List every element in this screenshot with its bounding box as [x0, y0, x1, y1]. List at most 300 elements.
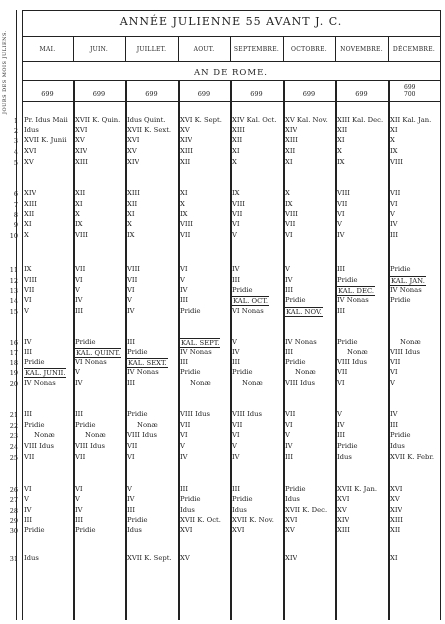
- calendar-cell: Pridie: [24, 526, 45, 534]
- calendar-cell: XI: [337, 136, 345, 144]
- calendar-cell: X: [390, 136, 395, 144]
- calendar-cell: Pridie: [127, 348, 148, 356]
- calendar-cell: VII: [180, 421, 191, 429]
- day-number: 14: [9, 297, 18, 305]
- calendar-cell: VIII: [127, 265, 140, 273]
- calendar-cell: KAL. NOV.: [286, 308, 322, 316]
- year-cell: 699: [41, 90, 54, 98]
- calendar-cell: XIV: [24, 189, 37, 197]
- day-number: 7: [13, 201, 18, 209]
- calendar-cell: Pridie: [24, 358, 45, 366]
- calendar-cell: XIV: [285, 554, 298, 562]
- calendar-cell: KAL. JUNII.: [25, 369, 66, 377]
- calendar-cell: Nonæ: [295, 368, 316, 376]
- calendar-cell: XVI: [24, 147, 37, 155]
- calendar-cell: Nonæ: [34, 431, 55, 439]
- calendar-cell: XVI: [75, 126, 88, 134]
- calendar-cell: XII: [127, 200, 138, 208]
- calendar-cell: IX: [75, 220, 83, 228]
- calendar-cell: III: [24, 348, 33, 356]
- grid-hline: [22, 61, 440, 62]
- calendar-cell: IV: [180, 286, 188, 294]
- day-number: 23: [9, 432, 18, 440]
- calendar-cell: III: [127, 338, 136, 346]
- calendar-cell: IV: [337, 421, 345, 429]
- calendar-cell: III: [390, 231, 399, 239]
- month-header: SEPTEMBRE.: [233, 46, 280, 53]
- calendar-cell: XV: [285, 526, 295, 534]
- calendar-cell: VIII Idus: [127, 431, 158, 439]
- day-number: 18: [9, 359, 18, 367]
- calendar-cell: III: [285, 286, 294, 294]
- calendar-cell: IV Nonas: [390, 286, 422, 294]
- calendar-cell: III: [127, 506, 136, 514]
- calendar-cell: Pridie: [390, 296, 411, 304]
- calendar-cell: III: [75, 307, 84, 315]
- calendar-cell: XI: [232, 147, 240, 155]
- month-header: DÉCEMBRE.: [392, 46, 436, 53]
- calendar-cell: V: [75, 286, 80, 294]
- day-number: 25: [9, 454, 18, 462]
- calendar-cell: V: [285, 265, 290, 273]
- calendar-cell: Pridie: [232, 495, 253, 503]
- calendar-cell: Pridie: [24, 421, 45, 429]
- year-last-bottom: 700: [404, 91, 416, 98]
- calendar-cell: X: [24, 231, 29, 239]
- calendar-cell: XIII: [75, 158, 88, 166]
- calendar-cell: VI: [180, 265, 188, 273]
- grid-vline: [440, 10, 441, 620]
- calendar-cell: Pridie: [180, 307, 201, 315]
- calendar-cell: XVII K. Sept.: [127, 554, 172, 562]
- calendar-cell: V: [232, 338, 237, 346]
- calendar-cell: III: [180, 296, 189, 304]
- day-number: 8: [13, 211, 18, 219]
- calendar-cell: VI Nonas: [75, 358, 107, 366]
- calendar-cell: Pridie: [180, 495, 201, 503]
- month-header: NOVEMBRE.: [340, 46, 383, 53]
- calendar-cell: V: [232, 231, 237, 239]
- day-number: 12: [9, 277, 18, 285]
- calendar-cell: Nonæ: [137, 421, 158, 429]
- day-number: 20: [9, 380, 18, 388]
- calendar-cell: VIII: [337, 189, 350, 197]
- month-header: MAI.: [39, 46, 56, 53]
- calendar-cell: X: [75, 210, 80, 218]
- calendar-cell: VII: [390, 189, 401, 197]
- calendar-cell: Pridie: [337, 442, 358, 450]
- calendar-cell: IV: [75, 296, 83, 304]
- calendar-cell: III: [75, 410, 84, 418]
- calendar-cell: VII: [337, 368, 348, 376]
- calendar-cell: XVII K. Febr.: [390, 453, 435, 461]
- calendar-cell: XII: [390, 526, 401, 534]
- grid-hline: [22, 10, 440, 11]
- calendar-cell: X: [232, 158, 237, 166]
- year-cell: 699: [92, 90, 106, 98]
- calendar-cell: Idus: [232, 506, 247, 514]
- month-header: OCTOBRE.: [290, 46, 328, 53]
- calendar-cell: Pridie: [390, 265, 411, 273]
- calendar-cell: IX: [232, 189, 240, 197]
- calendar-cell: V: [127, 485, 132, 493]
- grid-vline: [388, 36, 389, 62]
- grid-vline: [178, 36, 179, 62]
- calendar-cell: VII: [127, 276, 138, 284]
- calendar-cell: IV: [127, 307, 135, 315]
- year-cell: 699: [197, 90, 211, 98]
- calendar-cell: XI: [390, 554, 398, 562]
- grid-vline: [22, 10, 23, 620]
- day-number: 26: [9, 486, 18, 494]
- calendar-cell: XIII: [24, 200, 37, 208]
- calendar-cell: VI: [285, 421, 293, 429]
- grid-vline: [73, 36, 74, 62]
- calendar-cell: III: [232, 485, 241, 493]
- calendar-cell: VII: [75, 265, 86, 273]
- year-cell: 699: [145, 90, 158, 98]
- calendar-cell: XII: [285, 147, 296, 155]
- calendar-cell: VIII Idus: [390, 348, 421, 356]
- calendar-cell: XIII: [232, 126, 245, 134]
- calendar-cell: V: [75, 495, 80, 503]
- day-number: 15: [9, 308, 18, 316]
- calendar-cell: KAL. JAN.: [391, 277, 425, 285]
- calendar-cell: XIII: [390, 516, 403, 524]
- calendar-cell: V: [390, 379, 395, 387]
- calendar-cell: Nonæ: [347, 348, 368, 356]
- year-last-cell: [404, 84, 415, 98]
- calendar-cell: IX: [127, 231, 135, 239]
- calendar-cell: V: [232, 442, 237, 450]
- calendar-cell: VI: [232, 431, 240, 439]
- calendar-cell: V: [390, 210, 395, 218]
- calendar-cell: VIII: [390, 158, 403, 166]
- year-last-top: 699: [404, 84, 416, 91]
- calendar-cell: XVI: [337, 495, 350, 503]
- calendar-cell: IV Nonas: [24, 379, 56, 387]
- calendar-cell: VI: [337, 379, 345, 387]
- calendar-cell: XIV: [390, 506, 403, 514]
- calendar-cell: V: [24, 495, 29, 503]
- calendar-cell: III: [180, 358, 189, 366]
- calendar-cell: XV: [127, 147, 137, 155]
- calendar-cell: VIII: [24, 276, 37, 284]
- day-number: 2: [13, 127, 18, 135]
- calendar-cell: X: [285, 189, 290, 197]
- calendar-cell: XIV Kal. Oct.: [232, 116, 277, 124]
- calendar-cell: IX: [180, 210, 188, 218]
- calendar-cell: III: [285, 348, 294, 356]
- calendar-cell: XII: [337, 126, 348, 134]
- calendar-cell: Pridie: [390, 431, 411, 439]
- calendar-cell: X: [127, 220, 132, 228]
- calendar-cell: XIV: [180, 136, 193, 144]
- calendar-cell: IV: [285, 276, 293, 284]
- calendar-cell: XIII: [337, 526, 350, 534]
- calendar-cell: III: [285, 453, 294, 461]
- grid-vline: [125, 36, 126, 62]
- calendar-cell: XIII: [127, 189, 140, 197]
- calendar-cell: VII: [232, 421, 243, 429]
- day-number: 1: [13, 117, 18, 125]
- calendar-cell: VIII Idus: [232, 410, 263, 418]
- day-number: 28: [9, 507, 18, 515]
- calendar-cell: XVI: [285, 516, 298, 524]
- calendar-cell: VIII: [75, 231, 88, 239]
- calendar-cell: XIII Kal. Dec.: [337, 116, 384, 124]
- day-number: 21: [9, 411, 18, 419]
- calendar-cell: VIII Idus: [285, 379, 316, 387]
- calendar-cell: XV Kal. Nov.: [285, 116, 328, 124]
- calendar-cell: XVII K. Sext.: [127, 126, 172, 134]
- calendar-cell: XI: [24, 220, 32, 228]
- calendar-cell: Pridie: [75, 421, 96, 429]
- calendar-cell: IV: [232, 348, 240, 356]
- calendar-cell: XVI: [390, 485, 403, 493]
- calendar-cell: IX: [337, 158, 345, 166]
- calendar-cell: Idus: [180, 506, 195, 514]
- calendar-cell: III: [337, 307, 346, 315]
- grid-vline: [230, 36, 231, 62]
- calendar-cell: VII: [390, 358, 401, 366]
- calendar-cell: VII: [24, 286, 35, 294]
- calendar-cell: III: [390, 421, 399, 429]
- calendar-cell: VI: [24, 296, 32, 304]
- day-number: 31: [9, 555, 18, 563]
- calendar-cell: X: [180, 200, 185, 208]
- calendar-cell: V: [127, 296, 132, 304]
- calendar-cell: XV: [75, 136, 85, 144]
- calendar-cell: VII: [180, 231, 191, 239]
- calendar-cell: VI: [285, 231, 293, 239]
- calendar-cell: X: [337, 147, 342, 155]
- calendar-cell: IV: [180, 453, 188, 461]
- day-number: 30: [9, 527, 18, 535]
- calendar-cell: XV: [180, 554, 190, 562]
- calendar-cell: Nonæ: [190, 379, 211, 387]
- grid-hline: [22, 36, 440, 37]
- calendar-cell: Idus: [390, 442, 405, 450]
- calendar-cell: VI Nonas: [232, 307, 264, 315]
- calendar-cell: Idus: [127, 526, 142, 534]
- calendar-cell: Pridie: [232, 286, 253, 294]
- calendar-cell: XIV: [285, 126, 298, 134]
- calendar-cell: XIV: [337, 516, 350, 524]
- calendar-cell: IV Nonas: [285, 338, 317, 346]
- calendar-cell: XV: [24, 158, 34, 166]
- calendar-cell: VIII Idus: [337, 358, 368, 366]
- day-number: 16: [9, 339, 18, 347]
- calendar-cell: XV: [390, 495, 400, 503]
- calendar-cell: XI: [75, 200, 83, 208]
- calendar-cell: IX: [285, 200, 293, 208]
- calendar-cell: Pridie: [180, 368, 201, 376]
- calendar-cell: IX: [390, 147, 398, 155]
- calendar-cell: IV Nonas: [337, 296, 369, 304]
- calendar-cell: Pridie: [127, 410, 148, 418]
- calendar-cell: VI: [180, 431, 188, 439]
- calendar-cell: V: [337, 220, 342, 228]
- calendar-cell: VIII: [285, 210, 298, 218]
- calendar-cell: Nonæ: [400, 338, 421, 346]
- calendar-cell: Pridie: [285, 485, 306, 493]
- calendar-cell: Idus Quint.: [127, 116, 166, 124]
- calendar-cell: XVII K. Dec.: [285, 506, 328, 514]
- calendar-cell: VI: [127, 453, 135, 461]
- calendar-cell: VII: [24, 453, 35, 461]
- calendar-cell: Idus: [285, 495, 300, 503]
- calendar-cell: IV: [390, 410, 398, 418]
- calendar-cell: IV: [337, 231, 345, 239]
- calendar-cell: XVII K. Junii: [24, 136, 67, 144]
- calendar-cell: XI: [127, 210, 135, 218]
- calendar-cell: VIII: [232, 200, 245, 208]
- calendar-cell: IV: [127, 495, 135, 503]
- calendar-cell: IV: [75, 506, 83, 514]
- calendar-cell: KAL. DEC.: [338, 287, 375, 295]
- calendar-cell: III: [180, 485, 189, 493]
- calendar-cell: VI: [390, 368, 398, 376]
- calendar-cell: IV: [24, 338, 32, 346]
- day-number: 6: [13, 190, 18, 198]
- calendar-cell: XVI: [180, 526, 193, 534]
- day-number: 22: [9, 422, 18, 430]
- calendar-cell: XII: [180, 158, 191, 166]
- calendar-cell: VI: [127, 286, 135, 294]
- calendar-cell: XIII: [180, 147, 193, 155]
- month-header: AOUT.: [193, 46, 215, 53]
- day-number: 24: [9, 443, 18, 451]
- calendar-cell: Pridie: [127, 516, 148, 524]
- calendar-cell: Pridie: [337, 338, 358, 346]
- day-number: 3: [13, 137, 18, 145]
- day-number: 27: [9, 496, 18, 504]
- calendar-cell: VIII Idus: [180, 410, 211, 418]
- calendar-cell: XV: [180, 126, 190, 134]
- year-cell: 699: [355, 90, 368, 98]
- calendar-cell: XII: [232, 136, 243, 144]
- calendar-cell: V: [24, 307, 29, 315]
- calendar-cell: VIII: [180, 220, 193, 228]
- calendar-cell: VII: [127, 442, 138, 450]
- calendar-cell: Pridie: [337, 276, 358, 284]
- calendar-cell: Idus: [24, 554, 39, 562]
- day-number: 10: [9, 232, 18, 240]
- calendar-cell: KAL. SEPT.: [181, 339, 220, 347]
- calendar-cell: XI: [285, 158, 293, 166]
- calendar-cell: XVII K. Jan.: [337, 485, 377, 493]
- calendar-cell: VII: [75, 453, 86, 461]
- grid-vline: [335, 36, 336, 62]
- calendar-cell: III: [75, 516, 84, 524]
- calendar-cell: IV: [232, 453, 240, 461]
- calendar-cell: XVI K. Sept.: [180, 116, 222, 124]
- calendar-cell: VII: [232, 210, 243, 218]
- calendar-cell: XVII K. Nov.: [232, 516, 274, 524]
- calendar-cell: Nonæ: [85, 431, 106, 439]
- calendar-cell: XIV: [127, 158, 140, 166]
- calendar-cell: III: [232, 358, 241, 366]
- calendar-cell: XVII K. Oct.: [180, 516, 221, 524]
- calendar-cell: XVI: [127, 136, 140, 144]
- calendar-cell: III: [337, 265, 346, 273]
- calendar-cell: XII: [75, 189, 86, 197]
- calendar-cell: IV Nonas: [180, 348, 212, 356]
- calendar-cell: VI: [337, 210, 345, 218]
- page-title: ANNÉE JULIENNE 55 AVANT J. C.: [119, 15, 343, 28]
- calendar-cell: IV: [232, 265, 240, 273]
- calendar-cell: XVI: [232, 526, 245, 534]
- calendar-cell: XVII K. Quin.: [75, 116, 121, 124]
- calendar-cell: VI: [75, 485, 83, 493]
- day-number: 9: [13, 221, 18, 229]
- year-cell: 699: [250, 90, 263, 98]
- day-number: 13: [9, 287, 18, 295]
- calendar-cell: VI: [24, 485, 32, 493]
- calendar-cell: IV Nonas: [127, 368, 159, 376]
- calendar-cell: III: [127, 379, 136, 387]
- calendar-cell: XII: [24, 210, 35, 218]
- calendar-cell: XV: [337, 506, 347, 514]
- calendar-cell: Pr. Idus Maii: [24, 116, 68, 124]
- calendar-cell: VIII Idus: [75, 442, 106, 450]
- calendar-cell: V: [285, 431, 290, 439]
- calendar-cell: Pridie: [75, 338, 96, 346]
- calendar-cell: III: [337, 431, 346, 439]
- day-number: 5: [13, 159, 18, 167]
- calendar-cell: IV: [24, 506, 32, 514]
- calendar-cell: VIII Idus: [24, 442, 55, 450]
- calendar-cell: V: [180, 442, 185, 450]
- calendar-cell: III: [24, 516, 33, 524]
- day-number: 4: [13, 148, 18, 156]
- calendar-cell: KAL. QUINT.: [76, 349, 121, 357]
- calendar-cell: XI: [390, 126, 398, 134]
- calendar-cell: XI: [180, 189, 188, 197]
- calendar-cell: VII: [337, 200, 348, 208]
- calendar-cell: Idus: [337, 453, 352, 461]
- calendar-cell: KAL. SEXT.: [128, 359, 167, 367]
- calendar-cell: V: [337, 410, 342, 418]
- calendar-cell: Idus: [24, 126, 39, 134]
- calendar-cell: VI: [390, 200, 398, 208]
- calendar-cell: Pridie: [285, 296, 306, 304]
- day-number: 29: [9, 517, 18, 525]
- calendar-cell: XIII: [285, 136, 298, 144]
- calendar-cell: III: [232, 276, 241, 284]
- year-cell: 699: [302, 90, 316, 98]
- day-number: 11: [9, 266, 18, 274]
- calendar-cell: Pridie: [232, 368, 253, 376]
- calendar-cell: IV: [75, 379, 83, 387]
- section-heading: AN DE ROME.: [194, 68, 268, 78]
- calendar-cell: IV: [390, 220, 398, 228]
- calendar-cell: Nonæ: [242, 379, 263, 387]
- day-number: 19: [9, 369, 18, 377]
- calendar-cell: XIV: [75, 147, 88, 155]
- calendar-cell: V: [180, 276, 185, 284]
- calendar-cell: VI: [75, 276, 83, 284]
- calendar-cell: VI: [232, 220, 240, 228]
- calendar-cell: IV: [285, 442, 293, 450]
- calendar-cell: V: [75, 368, 80, 376]
- grid-vline: [283, 36, 284, 62]
- calendar-cell: XII Kal. Jan.: [390, 116, 432, 124]
- side-label: JOURS DES MOIS JULIENS.: [2, 30, 8, 114]
- calendar-cell: Pridie: [285, 358, 306, 366]
- calendar-cell: III: [24, 410, 33, 418]
